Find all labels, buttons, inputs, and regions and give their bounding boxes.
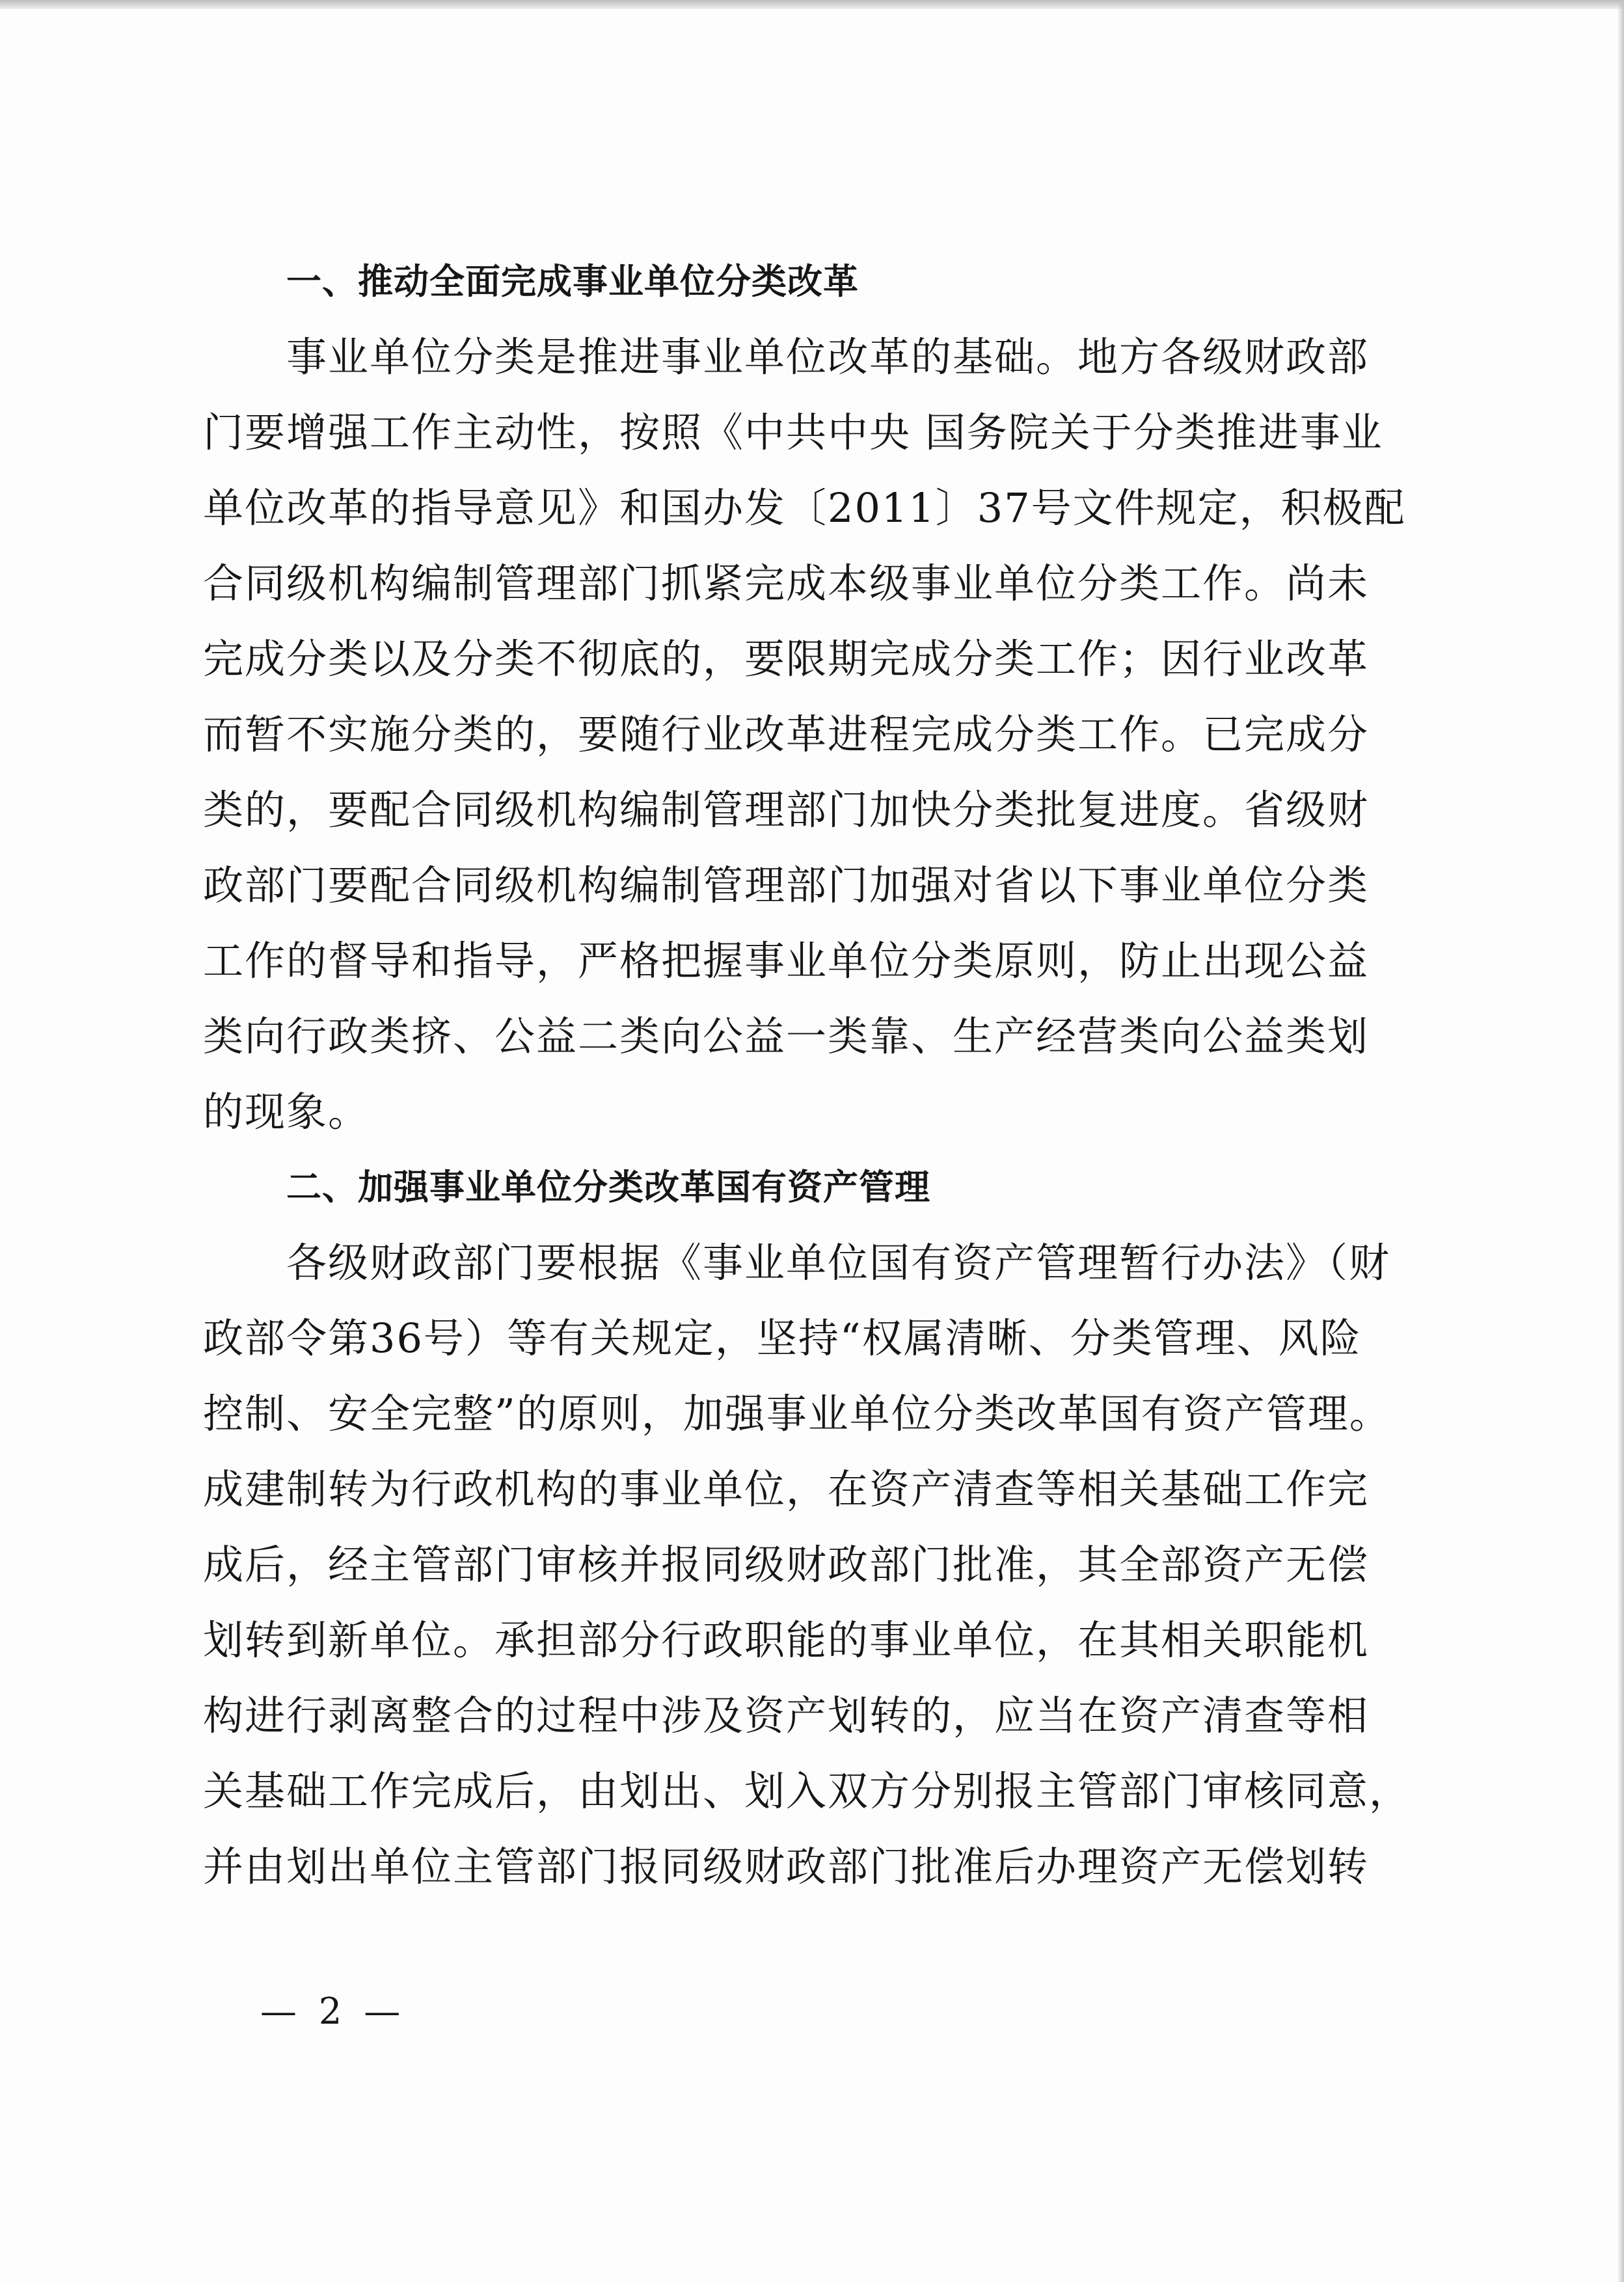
paragraph-line: 划转到新单位。承担部分行政职能的事业单位，在其相关职能机	[203, 1616, 1370, 1664]
paragraph-line: 成建制转为行政机构的事业单位，在资产清查等相关基础工作完	[203, 1465, 1370, 1513]
paragraph-line: 控制、安全完整”的原则，加强事业单位分类改革国有资产管理。	[203, 1390, 1391, 1437]
paragraph-line: 的现象。	[203, 1088, 370, 1135]
paragraph-line: 成后，经主管部门审核并报同级财政部门批准，其全部资产无偿	[203, 1541, 1370, 1588]
document-body	[203, 244, 1426, 1905]
paragraph-line: 类的，要配合同级机构编制管理部门加快分类批复进度。省级财	[203, 786, 1370, 834]
paragraph-line: 而暂不实施分类的，要随行业改革进程完成分类工作。已完成分	[203, 711, 1370, 758]
paragraph-line: 完成分类以及分类不彻底的，要限期完成分类工作；因行业改革	[203, 635, 1370, 683]
paragraph-line: 单位改革的指导意见》和国办发〔2011〕37号文件规定，积极配	[203, 484, 1406, 532]
page-number: — 2 —	[260, 1990, 406, 2033]
paragraph-line: 并由划出单位主管部门报同级财政部门批准后办理资产无偿划转	[203, 1843, 1370, 1890]
section-2-heading: 二、加强事业单位分类改革国有资产管理	[286, 1167, 930, 1208]
scan-edge-right	[1617, 0, 1624, 2282]
paragraph-line: 工作的督导和指导，严格把握事业单位分类原则，防止出现公益	[203, 937, 1370, 985]
section-1-heading: 一、推动全面完成事业单位分类改革	[286, 261, 859, 302]
paragraph-line: 门要增强工作主动性，按照《中共中央 国务院关于分类推进事业	[203, 409, 1383, 456]
paragraph-line: 政部门要配合同级机构编制管理部门加强对省以下事业单位分类	[203, 862, 1370, 909]
paragraph-line: 类向行政类挤、公益二类向公益一类靠、生产经营类向公益类划	[203, 1012, 1370, 1060]
paragraph-line: 政部令第36号）等有关规定，坚持“权属清晰、分类管理、风险	[203, 1314, 1362, 1362]
paragraph-line: 关基础工作完成后，由划出、划入双方分别报主管部门审核同意，	[203, 1767, 1411, 1815]
paragraph-line: 构进行剥离整合的过程中涉及资产划转的，应当在资产清查等相	[203, 1692, 1370, 1739]
paragraph-line: 事业单位分类是推进事业单位改革的基础。地方各级财政部	[286, 333, 1370, 381]
section-1-paragraph	[203, 319, 1426, 1150]
paragraph-line: 各级财政部门要根据《事业单位国有资产管理暂行办法》（财	[286, 1239, 1391, 1286]
section-2-paragraph	[203, 1225, 1426, 1905]
scan-edge-top	[0, 0, 1624, 9]
paragraph-line: 合同级机构编制管理部门抓紧完成本级事业单位分类工作。尚未	[203, 560, 1370, 607]
